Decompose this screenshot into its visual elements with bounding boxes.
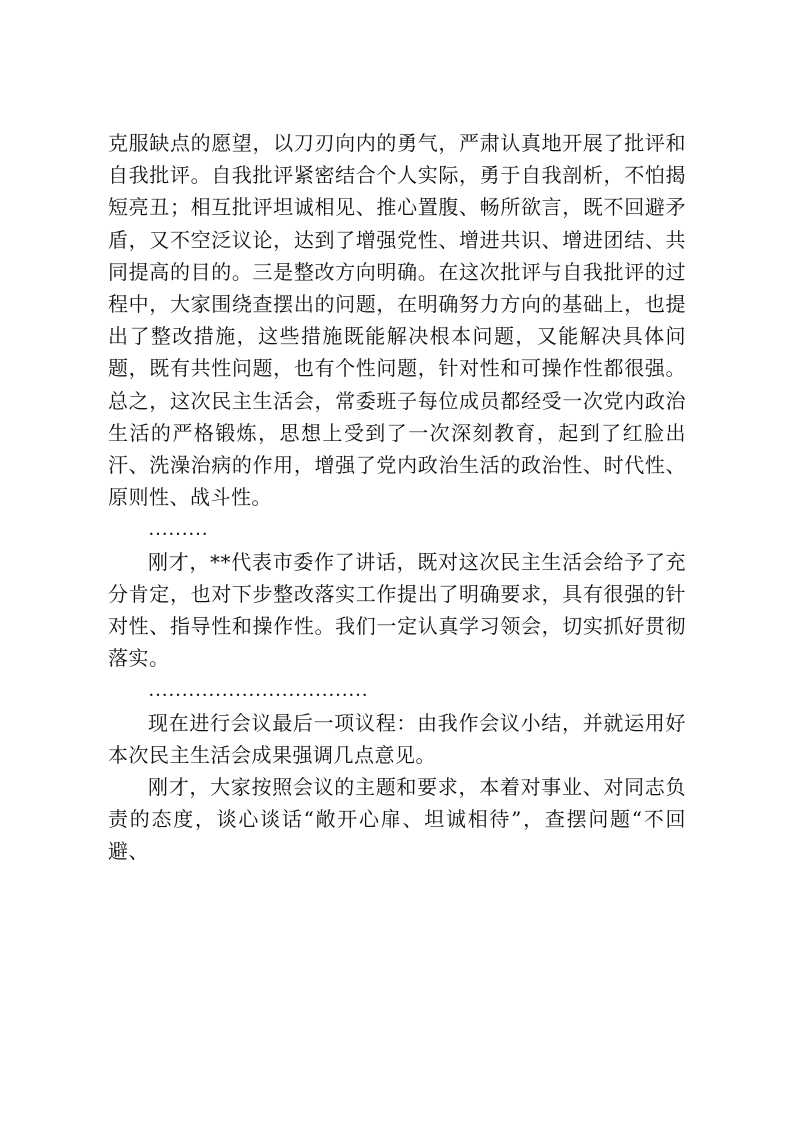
document-body <box>108 127 686 868</box>
paragraph-summary-start: 刚才，大家按照会议的主题和要求，本着对事业、对同志负责的态度，谈心谈话“敞开心扉、坦诚相待”，查摆问题“不回避、 <box>108 775 686 864</box>
ellipsis-separator-long: …………………………… <box>148 679 368 702</box>
paragraph-city-committee-speech: 刚才，**代表市委作了讲话，既对这次民主生活会给予了充分肯定，也对下步整改落实工作提出了明确要求，具有很强的针对性、指导性和操作性。我们一定认真学习领会，切实抓好贯彻落实。 <box>108 549 686 671</box>
ellipsis-separator-short: ……… <box>148 518 208 541</box>
paragraph-final-agenda: 现在进行会议最后一项议程：由我作会议小结，并就运用好本次民主生活会成果强调几点意见。 <box>108 710 686 767</box>
paragraph-continued: 克服缺点的愿望，以刀刃向内的勇气，严肃认真地开展了批评和自我批评。自我批评紧密结合个人实际，勇于自我剖析，不怕揭短亮丑；相互批评坦诚相见、推心置腹、畅所欲言，既不回避矛盾，又不空泛议论，达到了增强党性、增进共识、增进团结、共同提高的目的。三是整改方向明确。在这次批评与自我批评的过程中，大家围绕查摆出的问题，在明确努力方向的基础上，也提出了整改措施，这些措施既能解决根本问题，又能解决具体问题，既有共性问题，也有个性问题，针对性和可操作性都很强。总之，这次民主生活会，常委班子每位成员都经受一次党内政治生活的严格锻炼，思想上受到了一次深刻教育，起到了红脸出汗、洗澡治病的作用，增强了党内政治生活的政治性、时代性、原则性、战斗性。 <box>108 131 686 510</box>
